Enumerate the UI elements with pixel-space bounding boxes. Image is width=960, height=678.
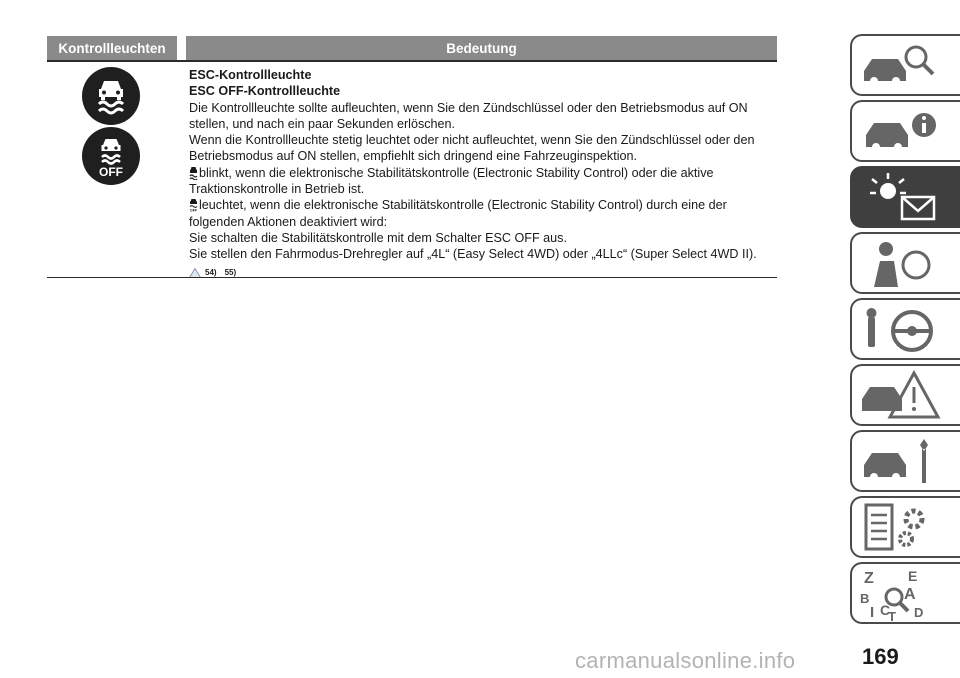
paragraph-2: Wenn die Kontrollleuchte stetig leuchtet oder nicht aufleuchtet, wenn Sie den Zündschlüssel oder den Betriebsmodus auf ON stellen, empfiehlt sich dringend eine Fahrzeuginspektion. [189, 133, 755, 164]
svg-text:D: D [914, 605, 924, 620]
esc-mini-icon [189, 166, 198, 180]
esc-warning-lamp-icon [82, 67, 140, 125]
paragraph-1: Die Kontrollleuchte sollte aufleuchten, wenn Sie den Zündschlüssel oder den Betriebsmodus auf ON stellen, und nach ein paar Sekunden erlöschen. [189, 100, 748, 131]
svg-text:E: E [908, 568, 918, 584]
car-info-icon [858, 105, 948, 159]
tab-car-info[interactable] [850, 100, 960, 162]
tab-emergency[interactable] [850, 364, 960, 426]
car-wrench-icon [858, 435, 948, 489]
paragraph-6: Sie stellen den Fahrmodus-Drehregler auf „4L“ (Easy Select 4WD) oder „4LLc“ (Super Select 4WD II). [189, 247, 757, 262]
page-number: 169 [862, 644, 899, 669]
paragraph-4: OFF leuchtet, wenn die elektronische Stabilitätskontrolle (Electronic Stability Control) durch eine der folgenden Aktionen deaktiviert wird: [189, 198, 727, 229]
title-esc: ESC-Kontrollleuchte [189, 68, 312, 82]
meaning-text [189, 67, 774, 281]
header-bedeutung: Bedeutung [186, 36, 777, 60]
index-letters-icon [858, 567, 948, 621]
header-kontrollleuchten: Kontrollleuchten [47, 36, 177, 60]
svg-text:B: B [860, 591, 870, 606]
tab-index[interactable] [850, 562, 960, 624]
esc-off-mini-icon [189, 198, 198, 212]
table-header [47, 36, 777, 60]
lamp-message-icon [858, 171, 948, 225]
off-label: OFF [99, 165, 123, 179]
ref-54[interactable]: 54) [205, 267, 217, 277]
svg-text:T: T [888, 609, 896, 621]
title-esc-off: ESC OFF-Kontrollleuchte [189, 84, 341, 99]
svg-text:Z: Z [864, 570, 874, 587]
tab-safety[interactable] [850, 232, 960, 294]
tab-maintenance[interactable] [850, 430, 960, 492]
ref-55[interactable]: 55) [224, 267, 237, 277]
svg-text:C: C [880, 602, 891, 618]
paragraph-3: blinkt, wenn die elektronische Stabilitätskontrolle (Electronic Stability Control) oder die aktive Traktionskontrolle in Betrieb ist. [189, 165, 714, 197]
tab-technical-data[interactable] [850, 496, 960, 558]
car-search-icon [858, 39, 948, 93]
esc-off-warning-lamp-icon [82, 127, 140, 185]
document-gears-icon [858, 501, 948, 555]
car-hazard-icon [858, 369, 948, 423]
tab-car-magnifier[interactable] [850, 34, 960, 96]
tab-warning-lights[interactable] [850, 166, 960, 228]
header-divider [47, 60, 777, 62]
warning-references [189, 265, 774, 281]
svg-text:OFF: OFF [189, 208, 198, 213]
svg-text:I: I [870, 604, 875, 621]
paragraph-5: Sie schalten die Stabilitätskontrolle mit dem Schalter ESC OFF aus. [189, 230, 567, 245]
airbag-person-icon [858, 237, 948, 291]
tab-starting-driving[interactable] [850, 298, 960, 360]
watermark: carmanualsonline.info [575, 648, 796, 673]
table-bottom-divider [47, 277, 777, 278]
svg-text:A: A [904, 586, 916, 603]
key-steering-icon [858, 303, 948, 357]
